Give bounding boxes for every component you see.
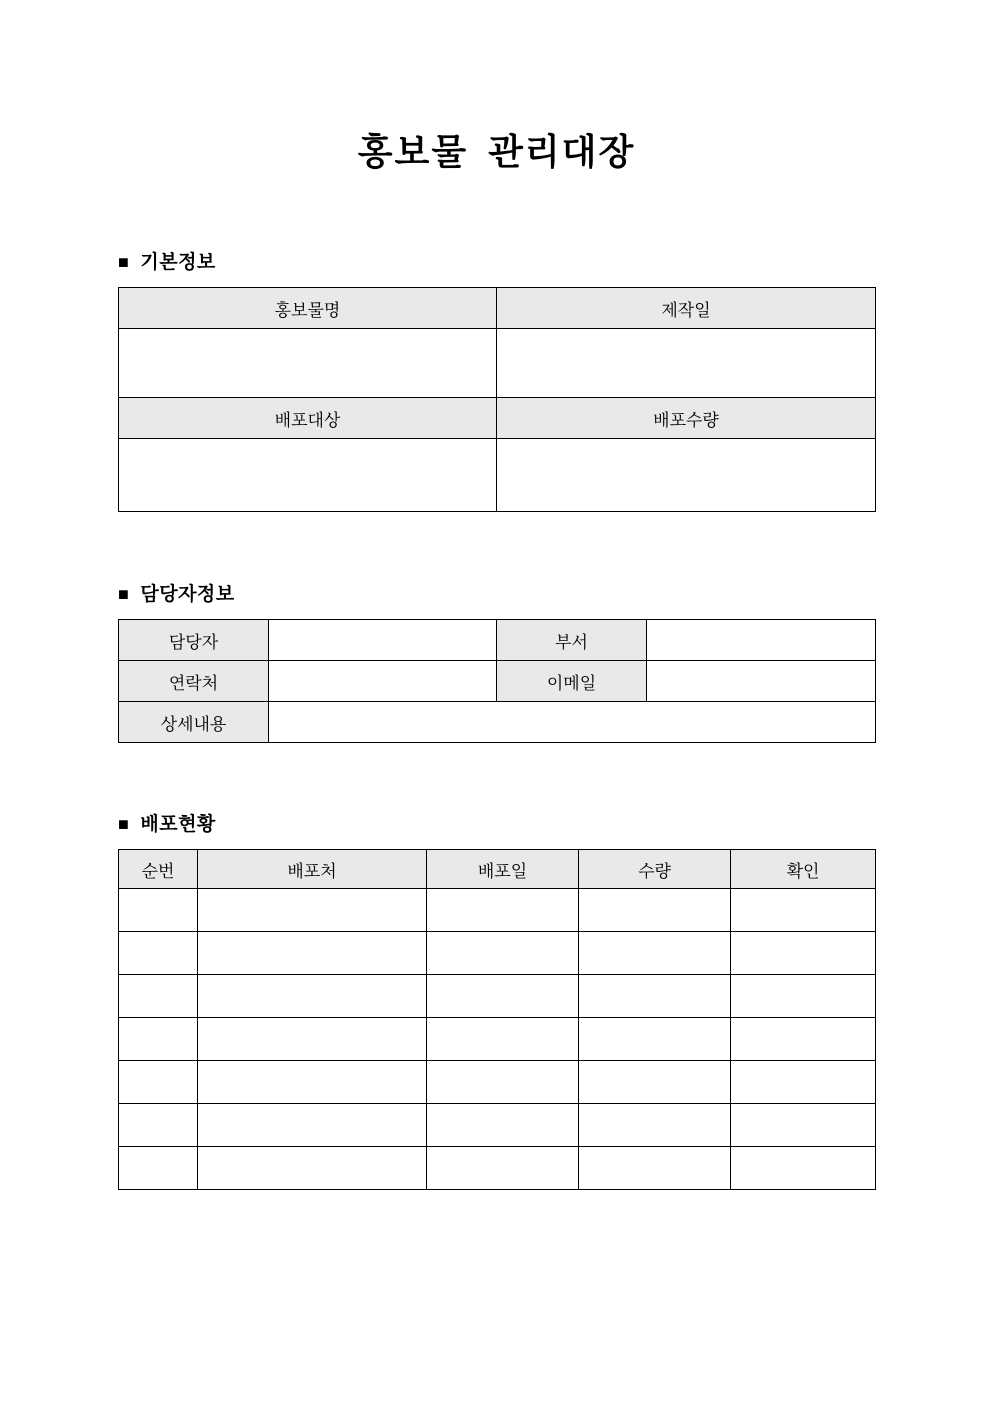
distribution-entry-cell[interactable] [579,1018,731,1061]
distribution-entry-cell[interactable] [119,1147,198,1190]
manager-label-contact: 연락처 [119,661,269,702]
table-row [119,661,876,702]
distribution-body [119,850,876,1190]
basic-info-production-date-cell[interactable] [497,329,876,398]
distribution-entry-cell[interactable] [731,1061,876,1104]
manager-label-person: 담당자 [119,620,269,661]
basic-info-header-distribution-target: 배포대상 [119,398,497,439]
table-row [119,932,876,975]
distribution-entry-cell[interactable] [427,889,579,932]
manager-person-cell[interactable] [269,620,497,661]
distribution-entry-cell[interactable] [119,1061,198,1104]
basic-info-material-name-cell[interactable] [119,329,497,398]
manager-info-table [118,619,876,743]
distribution-entry-cell[interactable] [119,932,198,975]
distribution-entry-cell[interactable] [427,932,579,975]
distribution-entry-cell[interactable] [579,1061,731,1104]
manager-email-cell[interactable] [647,661,876,702]
distribution-entry-cell[interactable] [731,1018,876,1061]
section-basic-info [118,253,875,512]
table-row [119,398,876,439]
distribution-entry-cell[interactable] [579,932,731,975]
page-title: 홍보물 관리대장 [357,131,636,172]
table-row [119,288,876,329]
distribution-header-date: 배포일 [427,850,579,889]
distribution-entry-cell[interactable] [731,932,876,975]
basic-info-distribution-quantity-cell[interactable] [497,439,876,512]
distribution-entry-cell[interactable] [427,975,579,1018]
manager-label-department: 부서 [497,620,647,661]
distribution-header-confirm: 확인 [731,850,876,889]
table-row [119,702,876,743]
distribution-entry-cell[interactable] [731,1147,876,1190]
table-row [119,1018,876,1061]
distribution-table [118,849,876,1190]
distribution-entry-cell[interactable] [198,889,427,932]
table-row [119,1104,876,1147]
distribution-entry-cell[interactable] [119,889,198,932]
basic-info-header-material-name: 홍보물명 [119,288,497,329]
square-bullet-icon: ■ [118,583,130,604]
distribution-entry-cell[interactable] [119,975,198,1018]
distribution-entry-cell[interactable] [427,1104,579,1147]
manager-department-cell[interactable] [647,620,876,661]
basic-info-distribution-target-cell[interactable] [119,439,497,512]
manager-label-details: 상세내용 [119,702,269,743]
basic-info-header-distribution-quantity: 배포수량 [497,398,876,439]
distribution-entry-cell[interactable] [579,1104,731,1147]
distribution-entry-cell[interactable] [731,889,876,932]
basic-info-header-production-date: 제작일 [497,288,876,329]
table-row [119,850,876,889]
section-heading-label: 배포현황 [140,814,216,836]
manager-contact-cell[interactable] [269,661,497,702]
distribution-entry-cell[interactable] [198,975,427,1018]
table-row [119,1061,876,1104]
distribution-header-number: 순번 [119,850,198,889]
distribution-entry-cell[interactable] [427,1061,579,1104]
section-manager-info [118,585,875,743]
distribution-header-quantity: 수량 [579,850,731,889]
distribution-entry-cell[interactable] [731,1104,876,1147]
distribution-entry-cell[interactable] [198,1104,427,1147]
table-row [119,620,876,661]
distribution-entry-cell[interactable] [198,1147,427,1190]
section-heading-distribution [118,815,875,834]
distribution-header-place: 배포처 [198,850,427,889]
section-distribution [118,815,875,1190]
table-row [119,1147,876,1190]
section-heading-manager-info [118,585,875,604]
distribution-entry-cell[interactable] [579,889,731,932]
basic-info-table [118,287,876,512]
manager-label-email: 이메일 [497,661,647,702]
distribution-entry-cell[interactable] [731,975,876,1018]
distribution-entry-cell[interactable] [579,975,731,1018]
table-row [119,329,876,398]
section-heading-basic-info [118,253,875,272]
section-heading-label: 기본정보 [140,252,216,274]
square-bullet-icon: ■ [118,813,130,834]
section-heading-label: 담당자정보 [140,584,235,606]
table-row [119,889,876,932]
table-row [119,439,876,512]
distribution-entry-cell[interactable] [198,1061,427,1104]
distribution-entry-cell[interactable] [579,1147,731,1190]
manager-details-cell[interactable] [269,702,876,743]
distribution-entry-cell[interactable] [198,1018,427,1061]
distribution-entry-cell[interactable] [427,1018,579,1061]
square-bullet-icon: ■ [118,251,130,272]
table-row [119,975,876,1018]
distribution-entry-cell[interactable] [119,1018,198,1061]
distribution-entry-cell[interactable] [119,1104,198,1147]
distribution-entry-cell[interactable] [198,932,427,975]
distribution-entry-cell[interactable] [427,1147,579,1190]
